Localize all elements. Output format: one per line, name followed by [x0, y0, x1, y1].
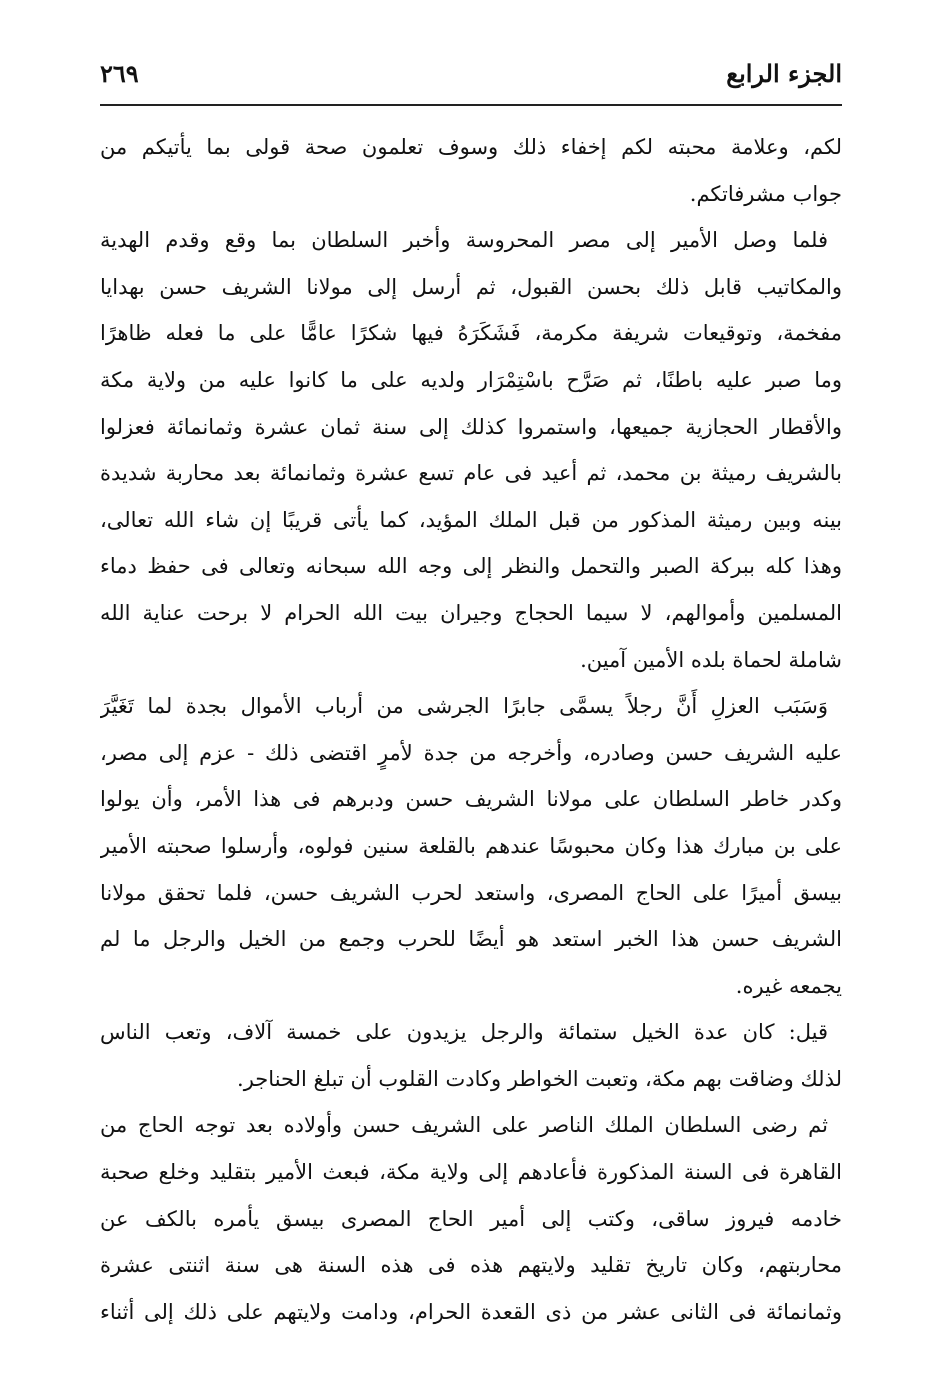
- text-line: شاملة لحماة بلده الأمين آمين.: [580, 647, 842, 672]
- header-rule: [100, 104, 842, 106]
- text-line: ثم رضى السلطان الملك الناصر على الشريف حسن وأولاده بعد توجه الحاج من: [100, 1113, 828, 1138]
- volume-title: الجزء الرابع: [726, 59, 842, 88]
- text-line: على بن مبارك هذا وكان محبوسًا عندهم بالقلعة سنين فولوه، وأرسلوا صحبته الأمير: [100, 833, 842, 858]
- body-text: [100, 124, 842, 1335]
- text-line: وما صبر عليه باطنًا، ثم صَرَّح باسْتِمْرَار ولديه على ما كانوا عليه من ولاية مكة: [100, 367, 842, 392]
- text-line: وثمانمائة فى الثانى عشر من ذى القعدة الحرام، ودامت ولايتهم على ذلك إلى أثناء: [100, 1299, 842, 1324]
- text-line: والمكاتيب قابل ذلك بحسن القبول، ثم أرسل إلى مولانا الشريف حسن بهدايا: [100, 274, 842, 299]
- text-line: بينه وبين رميثة المذكور من قبل الملك المؤيد، كما يأتى قريبًا إن شاء الله تعالى،: [100, 507, 842, 532]
- text-line: بالشريف رميثة بن محمد، ثم أعيد فى عام تسع عشرة وثمانمائة بعد محاربة شديدة: [100, 461, 842, 486]
- text-line: محاربتهم، وكان تاريخ تقليد ولايتهم هذه فى هذه السنة هى سنة اثنتى عشرة: [100, 1253, 842, 1278]
- text-line: فلما وصل الأمير إلى مصر المحروسة وأخبر السلطان بما وقع وقدم الهدية: [100, 228, 828, 253]
- text-line: وهذا كله ببركة الصبر والتحمل والنظر إلى وجه الله سبحانه وتعالى فى حفظ دماء: [100, 554, 842, 579]
- text-line: الشريف حسن هذا الخبر استعد هو أيضًا للحرب وجمع من الخيل والرجل ما لم: [100, 927, 842, 952]
- text-line: بيسق أميرًا على الحاج المصرى، واستعد لحرب الشريف حسن، فلما تحقق مولانا: [100, 880, 842, 905]
- text-line: لذلك وضاقت بهم مكة، وتعبت الخواطر وكادت القلوب أن تبلغ الحناجر.: [237, 1066, 842, 1091]
- text-line: مفخمة، وتوقيعات شريفة مكرمة، فَشَكَرَهُ فيها شكرًا عامًّا على ما فعله ظاهرًا: [100, 321, 842, 346]
- text-line: خادمه فيروز ساقى، وكتب إلى أمير الحاج المصرى بيسق يأمره بالكف عن: [100, 1206, 842, 1231]
- text-line: والأقطار الحجازية جميعها، واستمروا كذلك إلى سنة ثمان عشرة وثمانمائة فعزلوا: [100, 414, 842, 439]
- page-number: ٢٦٩: [100, 59, 139, 88]
- text-line: يجمعه غيره.: [735, 973, 842, 998]
- text-line: لكم، وعلامة محبته لكم إخفاء ذلك وسوف تعلمون صحة قولى بما يأتيكم من: [100, 135, 842, 159]
- text-line: وكدر خاطر السلطان على مولانا الشريف حسن ودبرهم فى هذا الأمر، وأن يولوا: [100, 787, 842, 812]
- text-line: قيل: كان عدة الخيل ستمائة والرجل يزيدون على خمسة آلاف، وتعب الناس: [100, 1020, 828, 1045]
- text-line: المسلمين وأموالهم، لا سيما الحجاج وجيران بيت الله الحرام لا برحت عناية الله: [100, 600, 842, 625]
- text-line: وَسَبَب العزلِ أَنَّ رجلاً يسمَّى جابرًا الجرشى من أرباب الأموال بجدة لما تَغَيَّرَ: [100, 694, 828, 719]
- text-line: عليه الشريف حسن وصادره، وأخرجه من جدة لأمرٍ اقتضى ذلك - عزم إلى مصر،: [100, 740, 842, 765]
- text-line: القاهرة فى السنة المذكورة فأعادهم إلى ولاية مكة، فبعث الأمير بتقليد وخلع صحبة: [100, 1160, 842, 1185]
- text-line: جواب مشرفاتكم.: [689, 181, 842, 206]
- running-header: [100, 56, 842, 98]
